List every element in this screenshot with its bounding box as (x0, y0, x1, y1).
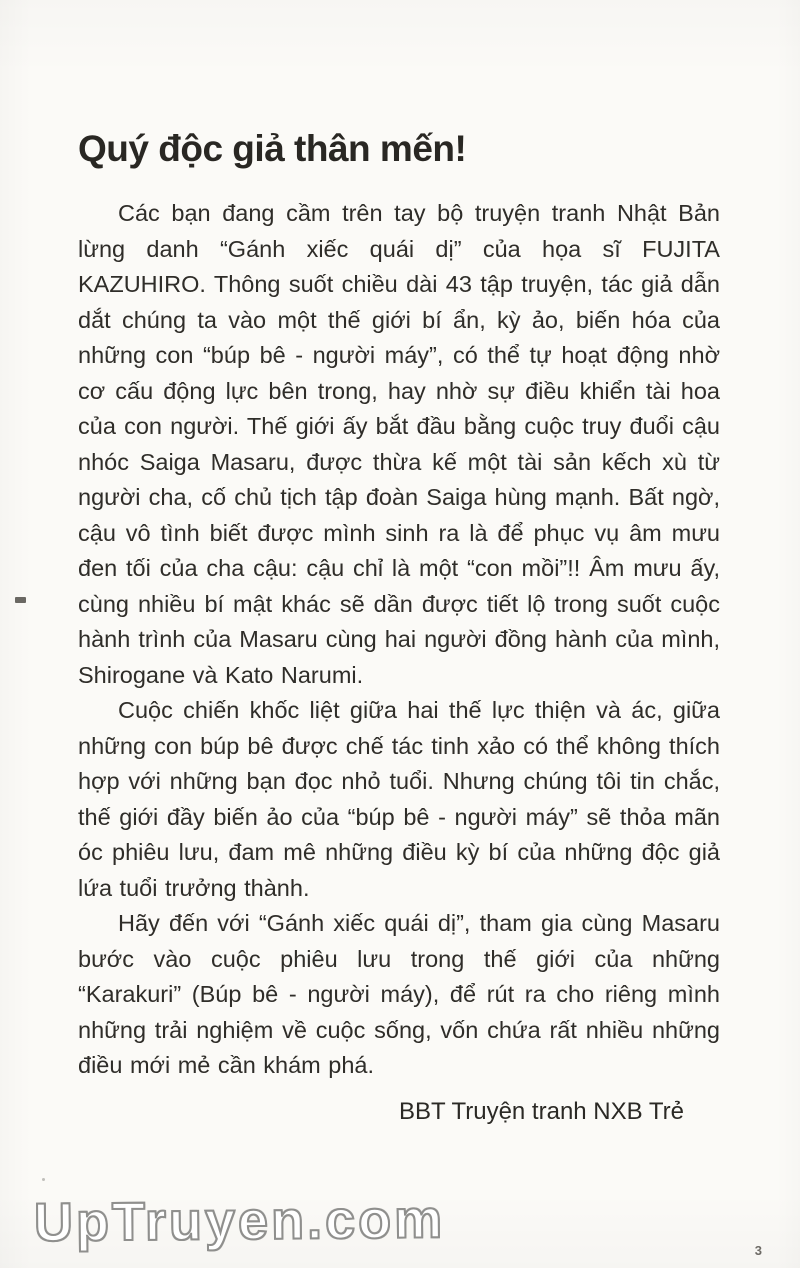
signature: BBT Truyện tranh NXB Trẻ (398, 1097, 684, 1125)
page-number: 3 (754, 1243, 762, 1258)
watermark: UpTruyen.com (33, 1189, 446, 1253)
scan-artifact-dot (42, 1178, 45, 1181)
page-title: Quý độc giả thân mến! (78, 128, 467, 169)
letter-paragraph-3: Hãy đến với “Gánh xiếc quái dị”, tham gia cùng Masaru bước vào cuộc phiêu lưu trong thế giới của những “Karakuri” (Búp bê - người máy), để rút ra cho riêng mình những trải nghiệm về cuộc sống, vốn chứa rất nhiều những điều mới mẻ cần khám phá. (78, 910, 720, 1078)
reader-letter (78, 128, 720, 1129)
letter-paragraph-2: Cuộc chiến khốc liệt giữa hai thế lực thiện và ác, giữa những con búp bê được chế tác tinh xảo có thể không thích hợp với những bạn đọc nhỏ tuổi. Nhưng chúng tôi tin chắc, thế giới đầy biến ảo của “búp bê - người máy” sẽ thỏa mãn óc phiêu lưu, đam mê những điều kỳ bí của những độc giả lứa tuổi trưởng thành. (78, 697, 720, 901)
scan-artifact-speck (15, 597, 26, 603)
letter-paragraph-1: Các bạn đang cầm trên tay bộ truyện tranh Nhật Bản lừng danh “Gánh xiếc quái dị” của họa sĩ FUJITA KAZUHIRO. Thông suốt chiều dài 43 tập truyện, tác giả dẫn dắt chúng ta vào một thế giới bí ẩn, kỳ ảo, biến hóa của những con “búp bê - người máy”, có thể tự hoạt động nhờ cơ cấu động lực bên trong, hay nhờ sự điều khiển tài hoa của con người. Thế giới ấy bắt đầu bằng cuộc truy đuổi cậu nhóc Saiga Masaru, được thừa kế một tài sản kếch xù từ người cha, cố chủ tịch tập đoàn Saiga hùng mạnh. Bất ngờ, cậu vô tình biết được mình sinh ra là để phục vụ âm mưu đen tối của cha cậu: cậu chỉ là một “con mồi”!! Âm mưu ấy, cùng nhiều bí mật khác sẽ dần được tiết lộ trong suốt cuộc hành trình của Masaru cùng hai người đồng hành của mình, Shirogane và Kato Narumi. (78, 200, 720, 688)
